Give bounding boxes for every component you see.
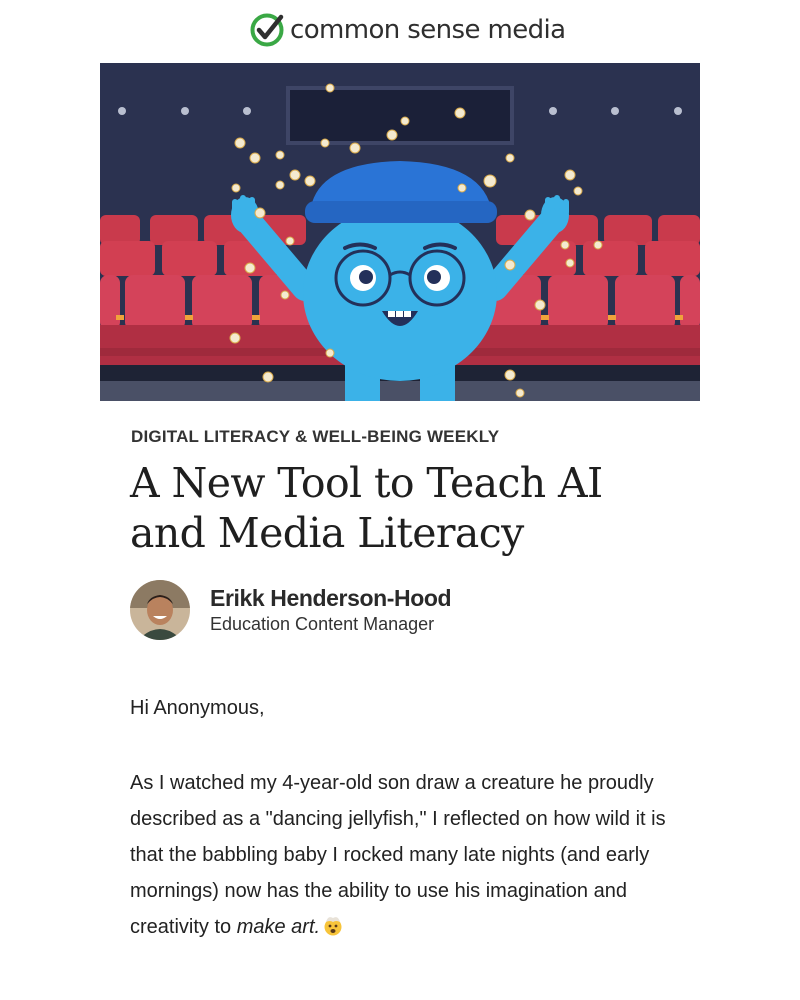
greeting-text: Hi Anonymous, (130, 697, 265, 719)
checkmark-logo-icon (249, 12, 285, 48)
emphasis-text: make art. (236, 916, 321, 938)
brand-logo[interactable] (249, 12, 566, 48)
body-paragraph (130, 765, 690, 945)
paragraph-text: As I watched my 4-year-old son draw a creature he proudly described as a "dancing jellyfish," I reflected on how wild it is that the babbling baby I rocked many late nights (and early mornings) now has the ability to use his imagination and creativity to (130, 772, 666, 938)
author-avatar (130, 580, 190, 640)
author-role: Education Content Manager (210, 614, 435, 634)
brand-name: common sense media (290, 15, 566, 45)
email-header (0, 0, 800, 60)
hero-illustration (100, 63, 700, 401)
article-title: A New Tool to Teach AI and Media Literacy (130, 459, 603, 557)
author-name: Erikk Henderson-Hood (210, 585, 452, 611)
mind-blown-emoji-icon (322, 914, 344, 936)
author-byline (130, 580, 451, 640)
newsletter-kicker: DIGITAL LITERACY & WELL-BEING WEEKLY (131, 427, 500, 446)
